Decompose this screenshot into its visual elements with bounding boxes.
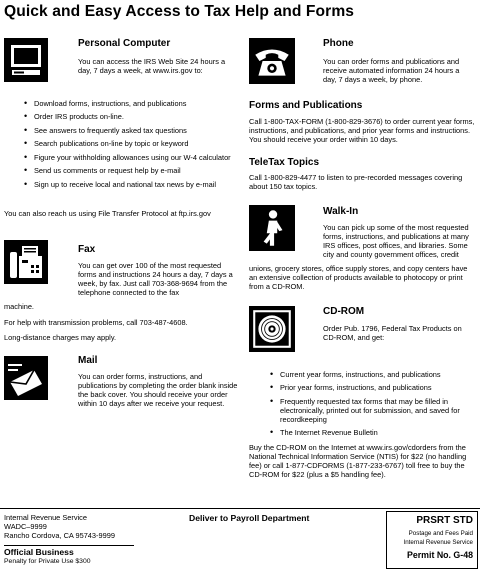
phone-icon [249, 38, 295, 84]
official-business: Official Business [4, 545, 134, 557]
list-item: • Prior year forms, instructions, and publications [270, 383, 470, 392]
fax-text: You can get over 100 of the most requested forms and instructions 24 hours a day, 7 days a week, by fax. Just call 703-368-9694 from the telephone connected to the fax [78, 261, 233, 298]
walk-in-heading: Walk-In [323, 206, 359, 217]
list-item: • Download forms, instructions, and publications [24, 99, 238, 108]
cd-rom-list [270, 370, 470, 442]
permit-number: Permit No. G-48 [407, 550, 473, 561]
mail-icon [4, 356, 48, 400]
list-item: • Frequently requested tax forms that may be filled in electronically, printed out for submission, and saved for recordkeeping [270, 397, 470, 424]
cd-rom-text: Order Pub. 1796, Federal Tax Products on CD-ROM, and get: [323, 324, 462, 343]
return-address [4, 513, 115, 540]
walk-in-text: You can pick up some of the most requested forms, instructions, and publications at many IRS offices, post offices, and libraries. Some city and county government offices, credit [323, 223, 469, 260]
wadc: WADC–9999 [4, 522, 47, 532]
pc-ftp: You can also reach us using File Transfer Protocol at ftp.irs.gov [4, 209, 211, 218]
phone-heading: Phone [323, 38, 354, 49]
list-item: • See answers to frequently asked tax questions [24, 126, 238, 135]
return-city: Rancho Cordova, CA 95743-9999 [4, 531, 115, 541]
fax-charges: Long-distance charges may apply. [4, 333, 117, 342]
pc-intro: You can access the IRS Web Site 24 hours a day, 7 days a week, at www.irs.gov to: [78, 57, 226, 76]
fax-icon [4, 240, 48, 284]
walk-in-icon [249, 205, 295, 251]
agency-name: Internal Revenue Service [4, 513, 87, 522]
fax-heading: Fax [78, 244, 96, 255]
penalty-notice: Penalty for Private Use $300 [4, 558, 91, 565]
footer-divider [0, 508, 480, 509]
deliver-to: Deliver to Payroll Department [189, 513, 310, 523]
list-item: • Figure your withholding allowances using our W-4 calculator [24, 153, 238, 162]
pc-list [24, 99, 238, 193]
mail-text: You can order forms, instructions, and publications by completing the order blank inside the back cover. You should receive your order within 10 days after we receive your request. [78, 372, 238, 409]
computer-icon [4, 38, 48, 82]
permit-agency: Internal Revenue Service [403, 539, 473, 547]
list-item: • Search publications on-line by topic or keyword [24, 139, 238, 148]
mail-heading: Mail [78, 355, 98, 366]
forms-pubs-heading: Forms and Publications [249, 100, 363, 111]
list-item: • Sign up to receive local and national tax news by e-mail [24, 180, 238, 189]
teletax-text: Call 1-800-829-4477 to listen to pre-recorded messages covering about 150 tax topics. [249, 173, 463, 192]
cd-rom-heading: CD-ROM [323, 306, 365, 317]
cd-rom-icon [249, 306, 295, 352]
fax-help: For help with transmission problems, call 703-487-4608. [4, 318, 188, 327]
forms-pubs-text: Call 1-800-TAX-FORM (1-800-829-3676) to order current year forms, instructions, and publications, and prior year forms and instructions. You should receive your order within 10 days. [249, 117, 475, 145]
postage-paid: Postage and Fees Paid [408, 530, 473, 538]
walk-in-text-end: unions, grocery stores, office supply stores, and copy centers have an extensive collection of products available to photocopy or print from a CD-ROM. [249, 264, 468, 292]
phone-text: You can order forms and publications and receive automated information 24 hours a day, 7 days a week, by phone. [323, 57, 460, 85]
list-item: • Order IRS products on-line. [24, 112, 238, 121]
fax-text-end: machine. [4, 302, 34, 311]
page-title: Quick and Easy Access to Tax Help and Forms [4, 3, 355, 20]
list-item: • Send us comments or request help by e-mail [24, 166, 238, 175]
list-item: • Current year forms, instructions, and publications [270, 370, 470, 379]
teletax-heading: TeleTax Topics [249, 157, 320, 168]
postage-permit-box [386, 511, 478, 569]
cd-rom-buy: Buy the CD-ROM on the Internet at www.irs.gov/cdorders from the National Technical Information Service (NTIS) for $22 (no handling fee) or call 1-877-CDFORMS (1-877-233-6767) toll free to buy the CD-ROM for $22 (plus a $5 handling fee). [249, 443, 467, 480]
pc-heading: Personal Computer [78, 38, 171, 49]
list-item: • The Internet Revenue Bulletin [270, 428, 470, 437]
prsrt-std: PRSRT STD [416, 515, 473, 526]
